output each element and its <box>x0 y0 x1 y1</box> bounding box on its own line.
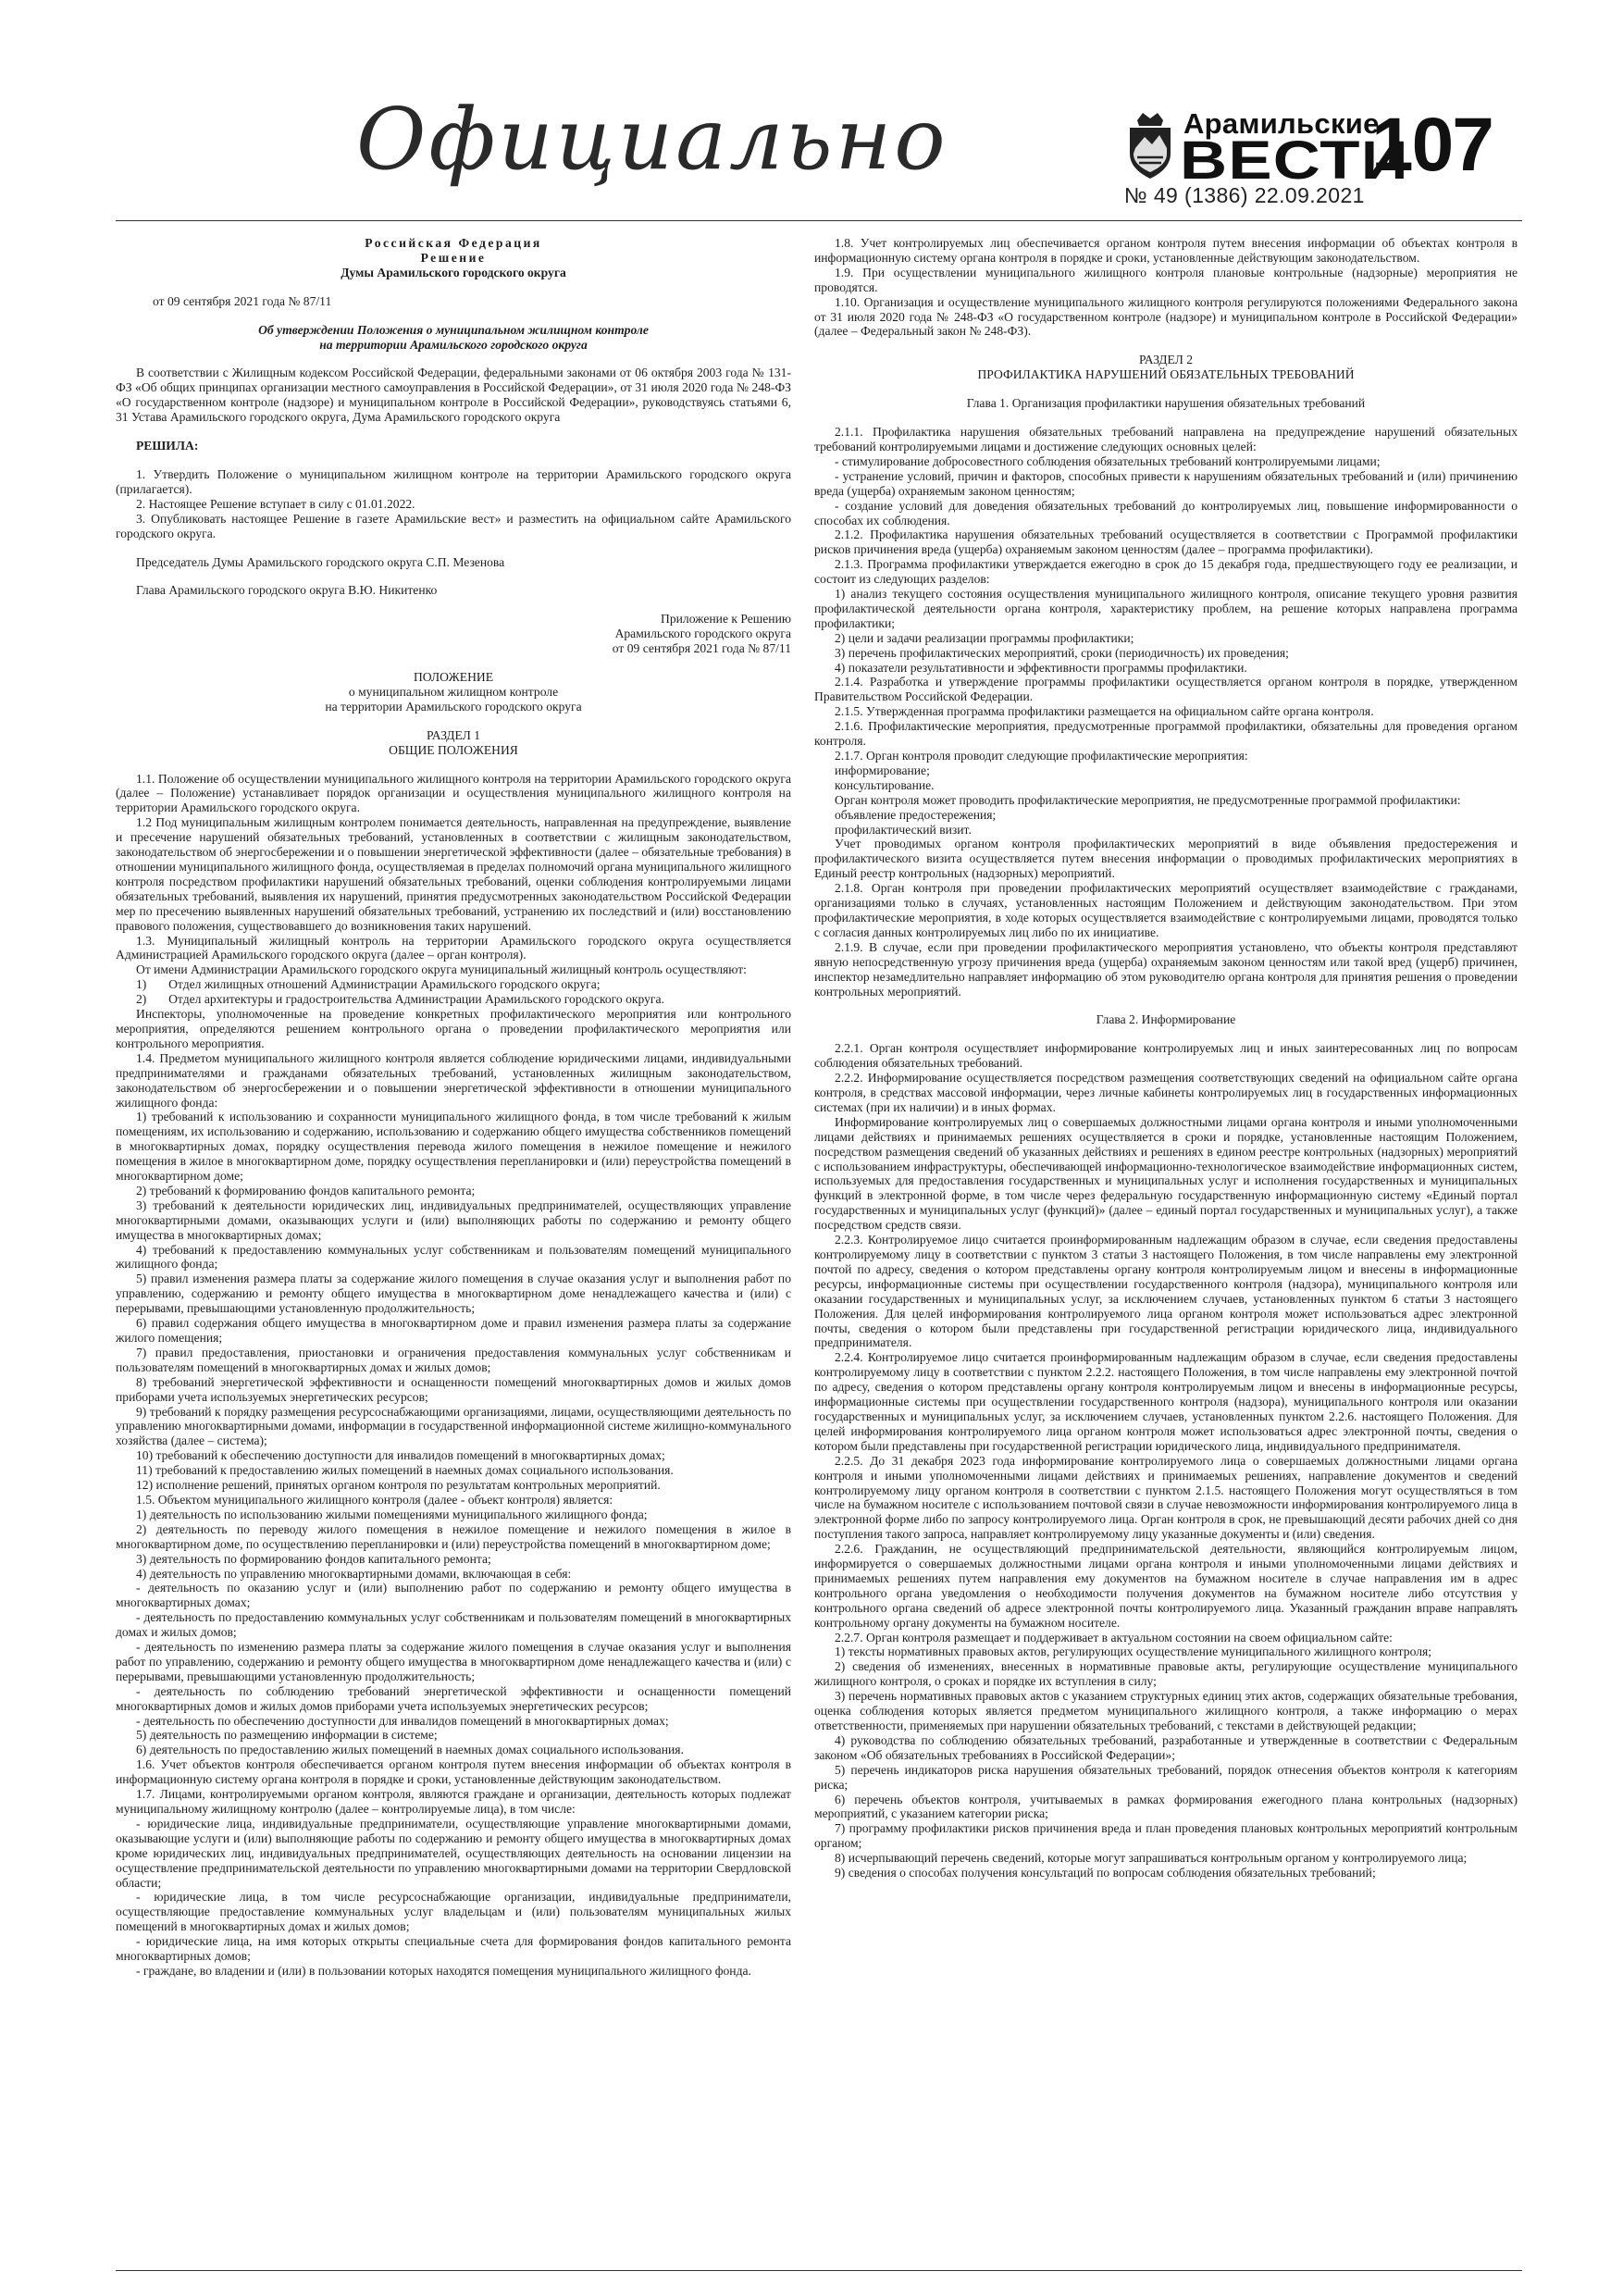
paragraph: 2.1.5. Утвержденная программа профилактики размещается на официальном сайте органа контроля. <box>835 704 1374 719</box>
paragraph: От имени Администрации Арамильского городского округа муниципальный жилищный контроль осуществляют: <box>136 962 747 977</box>
paragraph: 2.1.7. Орган контроля проводит следующие профилактические мероприятия: <box>835 749 1248 763</box>
paragraph: 4) руководства по соблюдению обязательных требований, разработанные и утвержденные в соответствии с Федеральным законом «Об обязательных требованиях в Российской Федерации»; <box>814 1732 1518 1762</box>
paragraph: 2.2.7. Орган контроля размещает и поддерживает в актуальном состоянии на своем официальном сайте: <box>835 1630 1393 1644</box>
paragraph: - юридические лица, в том числе ресурсоснабжающие организации, индивидуальные предприниматели, осуществляющие предоставление коммунальных услуг владельцам и (или) пользователям муниципальных жилых помещений в многоквартирных домах и жилых домов; <box>116 1890 791 1934</box>
paragraph: 1.9. При осуществлении муниципального жилищного контроля плановые контрольные (надзорные) мероприятия не проводятся. <box>814 265 1518 294</box>
decision-item: 2. Настоящее Решение вступает в силу с 01.01.2022. <box>136 496 415 511</box>
paragraph: 2.1.3. Программа профилактики утверждается ежегодно в срок до 15 декабря года, предшествующего году ее реализации, и состоит из следующих разделов: <box>814 557 1518 587</box>
logo-text-small: Арамильские <box>1183 107 1380 140</box>
paragraph: 10) требований к обеспечению доступности для инвалидов помещений в многоквартирных домах; <box>136 1448 665 1463</box>
paragraph: 1.1. Положение об осуществлении муниципального жилищного контроля на территории Арамильского городского округа (далее – Положение) устанавливает порядок организации и осуществления муниципального жилищного контроля на территории Арамильского городского округа. <box>116 771 791 815</box>
decision-word: РЕШИЛА: <box>136 439 199 453</box>
appendix-caption: Арамильского городского округа <box>614 627 791 641</box>
paragraph: - юридические лица, на имя которых открыты специальные счета для формирования фондов капитального ремонта многоквартирных домов; <box>116 1934 791 1964</box>
paragraph: 2) цели и задачи реализации программы профилактики; <box>835 630 1134 645</box>
paragraph: 4) требований к предоставлению коммунальных услуг собственникам и пользователям помещений муниципального жилищного фонда; <box>116 1242 791 1272</box>
chapter-heading: Глава 2. Информирование <box>1096 1012 1236 1027</box>
section-name: ОБЩИЕ ПОЛОЖЕНИЯ <box>389 742 518 757</box>
paragraph: - устранение условий, причин и факторов, способных привести к нарушениям обязательных требований и (или) причинению вреда (ущерба) охраняемым законом ценностям; <box>814 468 1518 498</box>
paragraph: 1) тексты нормативных правовых актов, регулирующих осуществление муниципального жилищного контроля; <box>835 1644 1432 1659</box>
paragraph: 2.2.1. Орган контроля осуществляет информирование контролируемых лиц и иных заинтересованных лиц по вопросам соблюдения обязательных требований. <box>814 1041 1518 1071</box>
paragraph: информирование; <box>835 763 930 777</box>
section-title: Официально <box>356 90 948 189</box>
header-rule <box>116 220 1522 221</box>
paragraph: Инспекторы, уполномоченные на проведение конкретных профилактического мероприятия или контрольного мероприятия, определяются решением контрольного органа о проведении профилактического мероприятия или контрольного мероприятия. <box>116 1007 791 1050</box>
decision-item: 3. Опубликовать настоящее Решение в газете Арамильские вест» и разместить на официальном сайте Арамильского городского округа. <box>116 511 791 540</box>
paragraph: 2.1.2. Профилактика нарушения обязательных требований осуществляется в соответствии с Программой профилактики рисков причинения вреда (ущерба) охраняемым законом ценностям (далее – программа профилактики). <box>814 527 1518 557</box>
paragraph: - стимулирование добросовестного соблюдения обязательных требований контролируемыми лицами; <box>835 453 1381 468</box>
appendix-caption: Приложение к Решению <box>661 612 791 627</box>
paragraph: 8) исчерпывающий перечень сведений, которые могут запрашиваться контрольным органом у контролируемого лица; <box>835 1851 1468 1866</box>
paragraph: 3) перечень профилактических мероприятий, сроки (периодичность) их проведения; <box>835 645 1289 660</box>
paragraph: 2) Отдел архитектуры и градостроительства Администрации Арамильского городского округа. <box>136 992 664 1007</box>
paragraph: 4) деятельность по управлению многоквартирными домами, включающая в себя: <box>136 1566 572 1581</box>
section-number: РАЗДЕЛ 1 <box>426 727 481 742</box>
decision-item: 1. Утвердить Положение о муниципальном жилищном контроле на территории Арамильского городского округа (прилагается). <box>116 466 791 496</box>
issue-info: № 49 (1386) 22.09.2021 <box>1124 183 1365 207</box>
paragraph: 1.2 Под муниципальным жилищным контролем понимается деятельность, направленная на предупреждение, выявление и пресечение нарушений обязательных требований, установленных в соответствии с жилищным законодательством, законодательством об энергосбережении и о повышении энергетической эффективности (далее – обязательные требования) в отношении муниципального жилищного фонда, осуществляемая в пределах полномочий органа муниципального жилищного контроля посредством профилактики нарушений обязательных требований, оценки соблюдения контролируемыми лицами обязательных требований, выявления их нарушений, принятия предусмотренных законодательством Российской Федерации мер по пресечению выявленных нарушений обязательных требований, устранению их последствий и (или) восстановлению правового положения, существовавшего до возникновения таких нарушений. <box>116 815 791 933</box>
paragraph: 5) перечень индикаторов риска нарушения обязательных требований, порядок отнесения объектов контроля к категориям риска; <box>814 1762 1518 1792</box>
paragraph: 1.5. Объектом муниципального жилищного контроля (далее - объект контроля) является: <box>136 1492 613 1507</box>
paragraph: 2.2.4. Контролируемое лицо считается проинформированным надлежащим образом в случае, если сведения предоставлены контролируемому лицу в соответствии с пунктом 2.2.2. настоящего Положения, в том числе направлены ему электронной почтой по адресу, сведения о котором представлены органу контроля контролируемым лицом и внесены в информационные ресурсы, информационные системы при осуществлении государственного контроля (надзора), муниципального контроля или оказании государственных и муниципальных услуг, за исключением случаев, установленных пунктом 2.2.6. настоящего Положения. Для целей информирования контролируемого лица органом контроля может использоваться адрес электронной почты, сведения о котором были представлены при государственной регистрации юридического лица, индивидуального предпринимателя. <box>814 1350 1518 1453</box>
paragraph: 1.4. Предметом муниципального жилищного контроля является соблюдение юридическими лицами, индивидуальными предпринимателями и гражданами обязательных требований, установленных жилищным законодательством, законодательством об энергосбережении и о повышении энергетической эффективности в отношении муниципального жилищного фонда: <box>116 1050 791 1110</box>
paragraph: 5) деятельность по размещению информации в системе; <box>136 1728 438 1743</box>
footer-rule <box>116 2270 1522 2271</box>
regulation-subtitle: на территории Арамильского городского округа <box>325 699 582 714</box>
paragraph: 2.2.3. Контролируемое лицо считается проинформированным надлежащим образом в случае, если сведения предоставлены контролируемому лицу в соответствии с пунктом 3 статьи 3 настоящего Положения, в том числе направлены ему электронной почтой по адресу, сведения о котором представлены органу контроля контролируемым лицом и внесены в информационные ресурсы, информационные системы при осуществлении государственного контроля (надзора), муниципального контроля или оказании государственных и муниципальных услуг, за исключением случаев, установленных пунктом 6 статьи 3 настоящего Положения. Для целей информирования контролируемого лица органом контроля может использоваться адрес электронной почты, сведения о котором были представлены при государственной регистрации юридического лица, индивидуального предпринимателя. <box>814 1233 1518 1350</box>
chapter-heading: Глава 1. Организация профилактики нарушения обязательных требований <box>966 396 1366 411</box>
paragraph: - создание условий для доведения обязательных требований до контролируемых лиц, повышение информированности о способах их соблюдения. <box>814 498 1518 527</box>
doc-title-line: Об утверждении Положения о муниципальном жилищном контроле <box>258 322 649 337</box>
paragraph: объявление предостережения; <box>835 807 997 822</box>
paragraph: 1.3. Муниципальный жилищный контроль на территории Арамильского городского округа осуществляется Администрацией Арамильского городского округа (далее – орган контроля). <box>116 933 791 962</box>
section-name: ПРОФИЛАКТИКА НАРУШЕНИЙ ОБЯЗАТЕЛЬНЫХ ТРЕБОВАНИЙ <box>977 367 1355 382</box>
chapter2-paragraphs <box>814 1041 1518 1880</box>
paragraph: 2.1.4. Разработка и утверждение программы профилактики осуществляется органом контроля в порядке, утвержденном Правительством Российской Федерации. <box>814 675 1518 704</box>
paragraph: 8) требований энергетической эффективности и оснащенности помещений многоквартирных домов и жилых домов приборами учета используемых энергетических ресурсов; <box>116 1374 791 1404</box>
chapter1-paragraphs <box>814 425 1518 999</box>
paragraph: - деятельность по оказанию услуг и (или) выполнению работ по содержанию и ремонту общего имущества в многоквартирных домах; <box>116 1581 791 1610</box>
paragraph: 1.8. Учет контролируемых лиц обеспечивается органом контроля путем внесения информации об объектах контроля в информационную систему органа контроля в порядке и сроки, установленные действующим законодательством. <box>814 236 1518 265</box>
paragraph: 1) анализ текущего состояния осуществления муниципального жилищного контроля, описание текущего уровня развития профилактической деятельности органа контроля, характеристику проблем, на решение которых направлена программа профилактики; <box>814 587 1518 630</box>
paragraph: 2.1.8. Орган контроля при проведении профилактических мероприятий осуществляет взаимодействие с гражданами, организациями только в случаях, установленных настоящим Положением и действующим законодательством. При этом профилактические мероприятия, в ходе которых осуществляется взаимодействие с контролируемыми лицами, проводятся только с согласия данных контролируемых лиц либо по их инициативе. <box>814 881 1518 939</box>
regulation-subtitle: о муниципальном жилищном контроле <box>348 684 559 699</box>
paragraph: 6) деятельность по предоставлению жилых помещений в наемных домах социального использования. <box>136 1743 684 1757</box>
paragraph: Учет проводимых органом контроля профилактических мероприятий в виде объявления предостережения и профилактического визита осуществляется путем внесения информации о проводимых профилактических мероприятиях в Единый реестр контрольных (надзорных) мероприятий. <box>814 837 1518 881</box>
appendix-caption: от 09 сентября 2021 года № 87/11 <box>612 641 791 656</box>
doc-heading-country: Российская Федерация <box>365 236 542 250</box>
doc-date: от 09 сентября 2021 года № 87/11 <box>153 293 332 308</box>
paragraph: - деятельность по соблюдению требований энергетической эффективности и оснащенности помещений многоквартирных домов и жилых домов приборами учета используемых энергетических ресурсов; <box>116 1683 791 1713</box>
paragraph: 1) требований к использованию и сохранности муниципального жилищного фонда, в том числе требований к жилым помещениям, их использованию и содержанию, использованию и содержанию общего имущества собственников помещений в многоквартирных домах, порядку осуществления перевода жилого помещения в нежилое помещение и нежилого помещения в жилое в многоквартирном доме, порядку осуществления перепланировки и (или) переустройства помещений в многоквартирном доме; <box>116 1110 791 1184</box>
paragraph: - деятельность по обеспечению доступности для инвалидов помещений в многоквартирных домах; <box>136 1713 669 1728</box>
paragraph: - юридические лица, индивидуальные предприниматели, осуществляющие управление многоквартирными домами, оказывающие услуги и (или) выполняющие работы по содержанию и ремонту общего имущества в многоквартирных домах кроме юридических лиц, индивидуальных предпринимателей, осуществляющих деятельность на основании лицензии на осуществление предпринимательской деятельности по управлению многоквартирными домами на территории Свердловской области; <box>116 1816 791 1890</box>
doc-heading-issuer: Думы Арамильского городского округа <box>341 265 566 279</box>
paragraph: 2.1.6. Профилактические мероприятия, предусмотренные программой профилактики, обязательны для проведения органом контроля. <box>814 719 1518 749</box>
paragraph: 7) правил предоставления, приостановки и ограничения предоставления коммунальных услуг собственникам и пользователям помещений в многоквартирных домах и жилых домов; <box>116 1345 791 1374</box>
preamble: В соответствии с Жилищным кодексом Российской Федерации, федеральными законами от 06 октября 2003 года № 131-ФЗ «Об общих принципах организации местного самоуправления в Российской Федерации», от 31 июля 2020 года № 248-ФЗ «О государственном контроле (надзоре) и муниципальном контроле в Российской Федерации», руководствуясь статьями 6, 31 Устава Арамильского городского округа, Дума Арамильского городского округа <box>116 366 791 425</box>
paragraph: 2) требований к формированию фондов капитального ремонта; <box>136 1183 476 1198</box>
regulation-title: ПОЛОЖЕНИЕ <box>413 670 494 685</box>
paragraph: 2.2.5. До 31 декабря 2023 года информирование контролируемого лица о совершаемых должностными лицами органа контроля и иными уполномоченными лицами действиях и принимаемых решениях, направление документов и сведений контролируемому лицу органом контроля в соответствии с пунктом 2.1.5. настоящего Положения могут осуществляться в том числе на бумажном носителе с использованием почтовой связи в случае невозможности информирования контролируемого лица в электронной форме либо по запросу контролируемого лица. Орган контроля в срок, не превышающий десяти рабочих дней со дня поступления такого запроса, направляет контролируемому лицу указанные документы и (или) сведения. <box>814 1453 1518 1542</box>
page-number: 107 <box>1371 103 1493 187</box>
paragraph: 2.2.6. Гражданин, не осуществляющий предпринимательской деятельности, являющийся контролируемым лицом, информируется о совершаемых должностными лицами органа контроля и иными уполномоченными лицами действиях и принимаемых решениях путем направления ему документов на бумажном носителе в случае направления им в адрес контрольного органа уведомления о необходимости получения документов на бумажном носителе либо отсутствия у контрольного органа сведений об адресе электронной почты контролируемого лица. Указанный гражданин вправе направлять контрольному органу документы на бумажном носителе. <box>814 1542 1518 1630</box>
signature-chairman: Председатель Думы Арамильского городского округа С.П. Мезенова <box>136 554 505 569</box>
right-column <box>814 236 1518 2258</box>
logo-text-big: ВЕСТИ <box>1180 130 1409 191</box>
paragraph: 1.6. Учет объектов контроля обеспечивается органом контроля путем внесения информации об объектах контроля в информационную систему органа контроля в порядке и сроки, установленные действующим законодательством. <box>116 1757 791 1787</box>
paragraph: Орган контроля может проводить профилактические мероприятия, не предусмотренные программой профилактики: <box>835 792 1461 807</box>
right-top-paragraphs <box>814 236 1518 339</box>
paragraph: 1) Отдел жилищных отношений Администрации Арамильского городского округа; <box>136 977 601 992</box>
paragraph: - деятельность по предоставлению коммунальных услуг собственникам и пользователям помещений в многоквартирных домах и жилых домов; <box>116 1610 791 1640</box>
paragraph: 2.1.9. В случае, если при проведении профилактического мероприятия установлено, что объекты контроля представляют явную непосредственную угрозу причинения вреда (ущерба) охраняемым законом ценностям или такой вред (ущерб) причинен, инспектор незамедлительно направляет информацию об этом руководителю органа контроля для принятия решения о проведении контрольных мероприятий. <box>814 939 1518 999</box>
paragraph: 2.2.2. Информирование осуществляется посредством размещения соответствующих сведений на официальном сайте органа контроля, в средствах массовой информации, через личные кабинеты контролируемых лиц в государственных информационных системах (при их наличии) и в иных формах. <box>814 1071 1518 1114</box>
paragraph: 9) сведения о способах получения консультаций по вопросам соблюдения обязательных требований; <box>835 1866 1376 1880</box>
paragraph: 1) деятельность по использованию жилыми помещениями муниципального жилищного фонда; <box>136 1507 648 1521</box>
paragraph: 3) перечень нормативных правовых актов с указанием структурных единиц этих актов, содержащих обязательные требования, оценка соблюдения которых является предметом муниципального жилищного контроля, а также информацию о мерах ответственности, применяемых при нарушении обязательных требований, с текстами в действующей редакции; <box>814 1689 1518 1732</box>
paragraph: - граждане, во владении и (или) в пользовании которых находятся помещения муниципального жилищного фонда. <box>136 1963 751 1978</box>
paragraph: - деятельность по изменению размера платы за содержание жилого помещения в случае оказания услуг и выполнения работ по управлению, содержанию и ремонту общего имущества в многоквартирном доме ненадлежащего качества и (или) с перерывами, превышающими установленную продолжительность; <box>116 1640 791 1683</box>
paragraph: 9) требований к порядку размещения ресурсоснабжающими организациями, лицами, осуществляющими деятельность по управлению многоквартирными домами, информации в государственной информационной системе жилищно-коммунального хозяйства (далее – система); <box>116 1404 791 1448</box>
paragraph: 11) требований к предоставлению жилых помещений в наемных домах социального использования. <box>136 1463 674 1478</box>
paragraph: консультирование. <box>835 777 935 792</box>
doc-heading-type: Решение <box>420 250 487 265</box>
paragraph: 2) деятельность по переводу жилого помещения в нежилое помещение и нежилого помещения в жилое в многоквартирном доме, по осуществлению перепланировки и (или) переустройства помещений в многоквартирном доме; <box>116 1521 791 1551</box>
left-paragraphs <box>116 772 791 1979</box>
paragraph: 3) требований к деятельности юридических лиц, индивидуальных предпринимателей, осуществляющих управление многоквартирными домами, оказывающих услуги и (или) выполняющих работы по содержанию и ремонту общего имущества в многоквартирных домах; <box>116 1198 791 1242</box>
doc-title-line: на территории Арамильского городского округа <box>319 337 588 352</box>
paragraph: 7) программу профилактики рисков причинения вреда и план проведения плановых контрольных мероприятий контрольным органом; <box>814 1821 1518 1851</box>
paragraph: 1.7. Лицами, контролируемыми органом контроля, являются граждане и организации, деятельность которых подлежат муниципальному жилищному контролю (далее – контролируемые лица), в том числе: <box>116 1787 791 1816</box>
paragraph: 6) перечень объектов контроля, учитываемых в рамках формирования ежегодного плана контрольных (надзорных) мероприятий, с указанием категории риска; <box>814 1792 1518 1821</box>
paragraph: 1.10. Организация и осуществление муниципального жилищного контроля регулируются положениями Федерального закона от 31 июля 2020 года № 248-ФЗ «О государственном контроле (надзоре) и муниципальном контроле в Российской Федерации» (далее – Федеральный закон № 248-ФЗ). <box>814 294 1518 339</box>
newspaper-header <box>0 0 1623 231</box>
paragraph: 4) показатели результативности и эффективности программы профилактики. <box>835 660 1247 675</box>
paragraph: 5) правил изменения размера платы за содержание жилого помещения в случае оказания услуг и выполнения работ по управлению, содержанию и ремонту общего имущества в многоквартирном доме ненадлежащего качества и (или) с перерывами, превышающими установленную продолжительность; <box>116 1272 791 1316</box>
paragraph: 2.1.1. Профилактика нарушения обязательных требований направлена на предупреждение нарушений обязательных требований контролируемыми лицами и достижение следующих основных целей: <box>814 425 1518 453</box>
paragraph: 3) деятельность по формированию фондов капитального ремонта; <box>136 1551 491 1566</box>
section-number: РАЗДЕЛ 2 <box>1138 353 1194 367</box>
left-column <box>116 236 791 2258</box>
paragraph: профилактический визит. <box>835 822 972 837</box>
paragraph: 2) сведения об изменениях, внесенных в нормативные правовые акты, регулирующие осуществление муниципального жилищного контроля, о сроках и порядке их вступления в силу; <box>814 1659 1518 1689</box>
paragraph: Информирование контролируемых лиц о совершаемых должностными лицами органа контроля и иными уполномоченными лицами действиях и принимаемых решениях осуществляется в сроки и порядке, установленные настоящим Положением, посредством размещения сведений об указанных действиях и решениях в едином реестре контрольных (надзорных) мероприятий с использованием инфраструктуры, обеспечивающей информационно-технологическое взаимодействие информационных систем, используемых для предоставления государственных и муниципальных услуг и исполнения государственных и муниципальных функций в электронной форме, в том числе через федеральную государственную информационную систему «Единый портал государственных и муниципальных услуг (функций)» (далее – единый портал государственных и муниципальных услуг), а также посредством средств связи. <box>814 1114 1518 1233</box>
signature-head: Глава Арамильского городского округа В.Ю. Никитенко <box>136 583 438 598</box>
paragraph: 6) правил содержания общего имущества в многоквартирном доме и правил изменения размера платы за содержание жилого помещения; <box>116 1316 791 1345</box>
coat-of-arms-icon <box>1124 111 1176 180</box>
paragraph: 12) исполнение решений, принятых органом контроля по результатам контрольных мероприятий. <box>136 1478 661 1493</box>
